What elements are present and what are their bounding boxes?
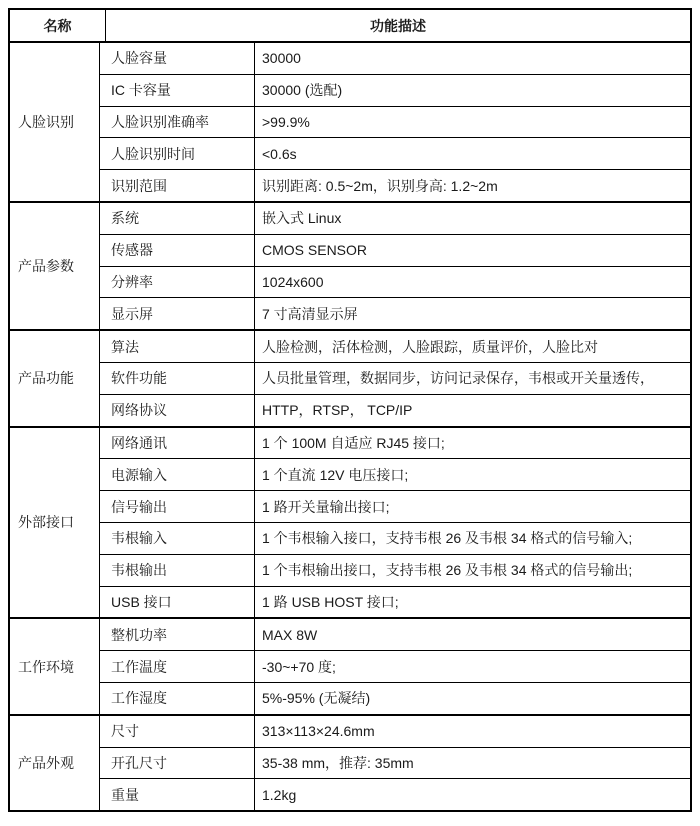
row-value-cell: CMOS SENSOR <box>262 242 368 259</box>
table-row <box>100 586 690 618</box>
table-row <box>100 137 690 169</box>
row-label-cell: 算法 <box>100 331 255 362</box>
row-label-cell: 系统 <box>100 203 255 234</box>
row-value-cell: 1 个 100M 自适应 RJ45 接口; <box>262 434 445 451</box>
spec-group-working-environment <box>10 617 690 713</box>
group-rows <box>100 716 690 810</box>
row-label-cell: 信号输出 <box>100 491 255 522</box>
row-value-cell: 5%-95% (无凝结) <box>262 690 371 707</box>
group-name-cell: 产品功能 <box>10 331 100 425</box>
group-rows <box>100 331 690 425</box>
row-value-cell: 30000 <box>262 50 301 67</box>
row-label-cell: 网络通讯 <box>100 428 255 459</box>
row-value-cell: MAX 8W <box>262 626 318 643</box>
row-value-cell: 人员批量管理，数据同步，访问记录保存，韦根或开关量透传， <box>262 370 654 387</box>
row-label-cell: 人脸容量 <box>100 43 255 74</box>
row-value-cell: 1 路 USB HOST 接口; <box>262 593 399 610</box>
table-row <box>100 554 690 586</box>
table-row <box>100 716 690 747</box>
row-value-cell: -30~+70 度; <box>262 658 336 675</box>
row-value-cell: 1 个韦根输出接口，支持韦根 26 及韦根 34 格式的信号输出; <box>262 562 633 579</box>
table-row <box>100 169 690 201</box>
row-label-cell: 电源输入 <box>100 459 255 490</box>
row-value-cell: 识别距离: 0.5~2m，识别身高: 1.2~2m <box>262 177 498 194</box>
table-row <box>100 682 690 714</box>
row-value-cell: 1.2kg <box>262 786 297 803</box>
table-row <box>100 490 690 522</box>
group-rows <box>100 43 690 201</box>
table-row <box>100 106 690 138</box>
table-header-row <box>10 10 690 43</box>
row-label-cell: 整机功率 <box>100 619 255 650</box>
table-row <box>100 362 690 394</box>
table-row <box>100 234 690 266</box>
row-label-cell: USB 接口 <box>100 587 255 618</box>
table-row <box>100 650 690 682</box>
spec-group-product-parameters <box>10 201 690 329</box>
row-value-cell: 7 寸高清显示屏 <box>262 305 358 322</box>
table-row <box>100 331 690 362</box>
table-row <box>100 203 690 234</box>
row-label-cell: 尺寸 <box>100 716 255 747</box>
row-value-cell: >99.9% <box>262 113 310 130</box>
row-label-cell: IC 卡容量 <box>100 75 255 106</box>
table-row <box>100 297 690 329</box>
row-value-cell: 35-38 mm，推荐: 35mm <box>262 754 414 771</box>
spec-group-face-recognition <box>10 43 690 201</box>
row-label-cell: 韦根输入 <box>100 523 255 554</box>
row-value-cell: 30000 (选配) <box>262 82 343 99</box>
group-rows <box>100 619 690 713</box>
header-name-cell: 名称 <box>10 10 106 41</box>
group-rows <box>100 203 690 329</box>
table-row <box>100 619 690 650</box>
table-row <box>100 74 690 106</box>
row-label-cell: 网络协议 <box>100 395 255 426</box>
row-label-cell: 识别范围 <box>100 170 255 201</box>
spec-group-product-appearance <box>10 714 690 810</box>
row-label-cell: 工作温度 <box>100 651 255 682</box>
spec-group-external-interfaces <box>10 426 690 618</box>
row-label-cell: 显示屏 <box>100 298 255 329</box>
table-row <box>100 428 690 459</box>
header-description-cell: 功能描述 <box>370 17 426 34</box>
table-row <box>100 458 690 490</box>
group-name-cell: 工作环境 <box>10 619 100 713</box>
table-row <box>100 394 690 426</box>
row-label-cell: 开孔尺寸 <box>100 748 255 779</box>
row-label-cell: 人脸识别时间 <box>100 138 255 169</box>
table-row <box>100 266 690 298</box>
product-spec-table <box>8 8 692 812</box>
row-value-cell: 人脸检测，活体检测，人脸跟踪，质量评价，人脸比对 <box>262 338 598 355</box>
row-value-cell: 1 路开关量输出接口; <box>262 498 390 515</box>
row-label-cell: 工作湿度 <box>100 683 255 714</box>
row-value-cell: 1 个直流 12V 电压接口; <box>262 466 409 483</box>
row-label-cell: 韦根输出 <box>100 555 255 586</box>
table-row <box>100 747 690 779</box>
group-name-cell: 人脸识别 <box>10 43 100 201</box>
row-label-cell: 传感器 <box>100 235 255 266</box>
row-label-cell: 人脸识别准确率 <box>100 107 255 138</box>
row-label-cell: 分辨率 <box>100 267 255 298</box>
row-value-cell: 313×113×24.6mm <box>262 723 375 740</box>
table-row <box>100 522 690 554</box>
group-name-cell: 外部接口 <box>10 428 100 618</box>
spec-group-product-functions <box>10 329 690 425</box>
group-rows <box>100 428 690 618</box>
row-value-cell: <0.6s <box>262 145 297 162</box>
table-row <box>100 778 690 810</box>
row-value-cell: 1024x600 <box>262 273 324 290</box>
row-value-cell: 嵌入式 Linux <box>262 210 342 227</box>
row-label-cell: 软件功能 <box>100 363 255 394</box>
group-name-cell: 产品外观 <box>10 716 100 810</box>
row-label-cell: 重量 <box>100 779 255 810</box>
table-row <box>100 43 690 74</box>
group-name-cell: 产品参数 <box>10 203 100 329</box>
row-value-cell: HTTP，RTSP， TCP/IP <box>262 402 413 419</box>
row-value-cell: 1 个韦根输入接口，支持韦根 26 及韦根 34 格式的信号输入; <box>262 530 633 547</box>
